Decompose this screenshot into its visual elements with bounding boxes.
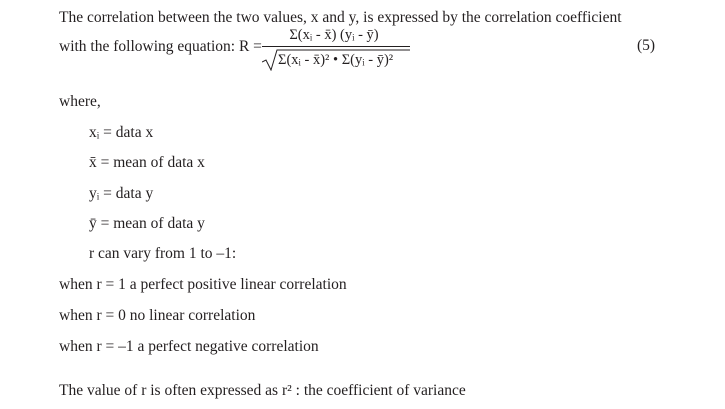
- case-zero: when r = 0 no linear correlation: [59, 307, 256, 324]
- formula-denominator: Σ(xᵢ - x̄)² • Σ(yᵢ - ȳ)²: [278, 52, 394, 68]
- formula-denominator-block: [258, 49, 410, 71]
- case-positive: when r = 1 a perfect positive linear correlation: [59, 276, 347, 293]
- intro-line-1: The correlation between the two values, x and y, is expressed by the correlation coefficient: [59, 9, 622, 26]
- definition-yi: yᵢ = data y: [89, 185, 154, 202]
- definition-r-range: r can vary from 1 to –1:: [89, 245, 237, 262]
- definition-ybar: ȳ = mean of data y: [89, 215, 205, 232]
- fraction-bar: [262, 46, 410, 47]
- formula-numerator: Σ(xᵢ - x̄) (yᵢ - ȳ): [289, 27, 379, 43]
- case-negative: when r = –1 a perfect negative correlation: [59, 338, 319, 355]
- equation-number: (5): [637, 37, 656, 54]
- intro-line-2: with the following equation: R =: [59, 38, 262, 55]
- correlation-formula: [258, 27, 410, 73]
- closing-sentence: The value of r is often expressed as r² : the coefficient of variance: [59, 382, 466, 399]
- where-label: where,: [59, 93, 101, 110]
- definition-xi: xᵢ = data x: [89, 124, 154, 141]
- definition-xbar: x̄ = mean of data x: [89, 154, 205, 171]
